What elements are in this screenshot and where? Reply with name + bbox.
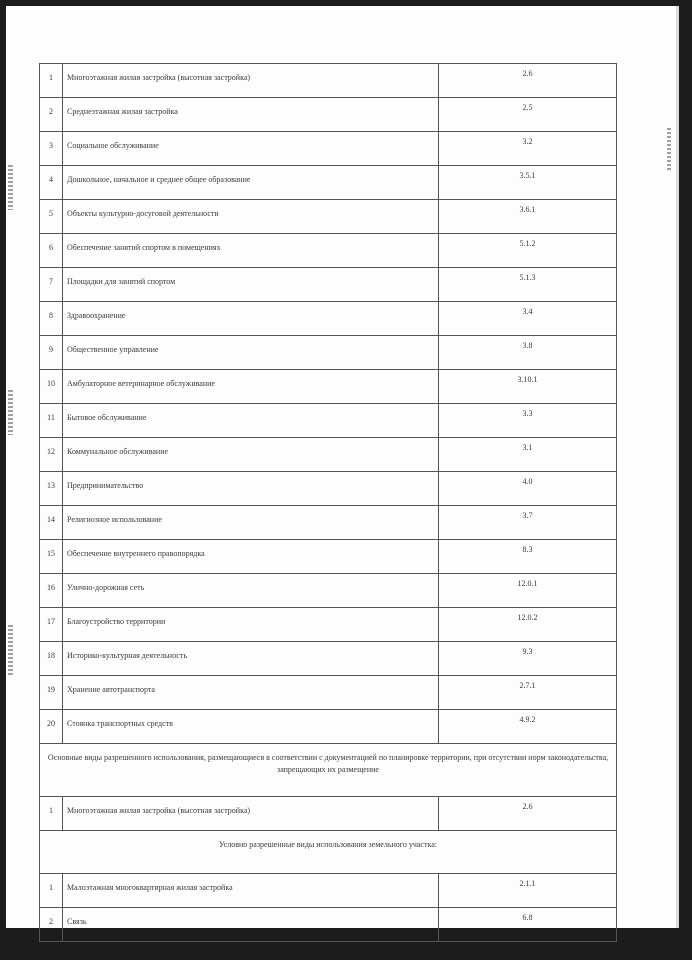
row-label: Малоэтажная многоквартирная жилая застройка	[63, 874, 439, 908]
row-label: Обеспечение занятий спортом в помещениях	[63, 234, 439, 268]
table-row	[40, 404, 617, 438]
table-row	[40, 438, 617, 472]
table-row	[40, 506, 617, 540]
row-label: Амбулаторное ветеринарное обслуживание	[63, 370, 439, 404]
row-label: Многоэтажная жилая застройка (высотная застройка)	[63, 797, 439, 831]
table-row	[40, 574, 617, 608]
row-label: Здравоохранение	[63, 302, 439, 336]
row-code: 3.3	[439, 404, 617, 438]
row-number: 14	[40, 506, 63, 540]
row-number: 3	[40, 132, 63, 166]
row-label: Социальное обслуживание	[63, 132, 439, 166]
row-label: Обеспечение внутреннего правопорядка	[63, 540, 439, 574]
row-number: 9	[40, 336, 63, 370]
table-row	[40, 132, 617, 166]
row-label: Бытовое обслуживание	[63, 404, 439, 438]
row-label: Предпринимательство	[63, 472, 439, 506]
row-code: 9.3	[439, 642, 617, 676]
row-label: Религиозное использование	[63, 506, 439, 540]
row-label: Многоэтажная жилая застройка (высотная застройка)	[63, 64, 439, 98]
table-row	[40, 540, 617, 574]
row-code: 12.0.1	[439, 574, 617, 608]
row-code: 4.9.2	[439, 710, 617, 744]
scan-artifact	[667, 128, 671, 170]
row-label: Дошкольное, начальное и среднее общее образование	[63, 166, 439, 200]
row-number: 18	[40, 642, 63, 676]
table-row	[40, 166, 617, 200]
row-number: 15	[40, 540, 63, 574]
row-number: 20	[40, 710, 63, 744]
row-label: Коммунальное обслуживание	[63, 438, 439, 472]
table-row	[40, 336, 617, 370]
row-code: 8.3	[439, 540, 617, 574]
scan-artifact	[8, 390, 13, 435]
row-number: 1	[40, 874, 63, 908]
row-code: 3.1	[439, 438, 617, 472]
table-row	[40, 676, 617, 710]
section-heading: Основные виды разрешенного использования, размещающиеся в соответствии с документацией по планировке территории, при отсутствии норм законодательства, запрещающих их размещение	[40, 744, 617, 797]
row-label: Хранение автотранспорта	[63, 676, 439, 710]
row-code: 5.1.2	[439, 234, 617, 268]
table-row	[40, 200, 617, 234]
row-number: 16	[40, 574, 63, 608]
table-row	[40, 797, 617, 831]
row-label: Общественное управление	[63, 336, 439, 370]
row-number: 13	[40, 472, 63, 506]
row-code: 5.1.3	[439, 268, 617, 302]
row-code: 3.6.1	[439, 200, 617, 234]
table-row	[40, 98, 617, 132]
land-use-table	[39, 63, 617, 942]
row-code: 12.0.2	[439, 608, 617, 642]
row-number: 2	[40, 908, 63, 942]
row-number: 1	[40, 797, 63, 831]
row-label: Связь	[63, 908, 439, 942]
row-number: 2	[40, 98, 63, 132]
table-row	[40, 234, 617, 268]
row-code: 3.10.1	[439, 370, 617, 404]
row-number: 12	[40, 438, 63, 472]
table-row	[40, 710, 617, 744]
scanned-page	[6, 6, 676, 928]
row-code: 3.4	[439, 302, 617, 336]
table-row	[40, 642, 617, 676]
row-code: 3.8	[439, 336, 617, 370]
table-row	[40, 370, 617, 404]
row-code: 2.7.1	[439, 676, 617, 710]
row-code: 3.5.1	[439, 166, 617, 200]
row-label: Улично-дорожная сеть	[63, 574, 439, 608]
row-number: 6	[40, 234, 63, 268]
table-row	[40, 874, 617, 908]
row-label: Историко-культурная деятельность	[63, 642, 439, 676]
section-header-row	[40, 831, 617, 874]
row-label: Объекты культурно-досуговой деятельности	[63, 200, 439, 234]
page-edge	[676, 6, 679, 928]
row-code: 2.5	[439, 98, 617, 132]
table-row	[40, 64, 617, 98]
row-code: 2.1.1	[439, 874, 617, 908]
row-code: 3.7	[439, 506, 617, 540]
row-label: Благоустройство территории	[63, 608, 439, 642]
scan-artifact	[8, 625, 13, 675]
table-row	[40, 472, 617, 506]
table-row	[40, 908, 617, 942]
row-label: Среднеэтажная жилая застройка	[63, 98, 439, 132]
row-number: 17	[40, 608, 63, 642]
row-code: 6.8	[439, 908, 617, 942]
row-number: 5	[40, 200, 63, 234]
scan-artifact	[8, 165, 13, 210]
row-number: 8	[40, 302, 63, 336]
row-code: 4.0	[439, 472, 617, 506]
row-code: 3.2	[439, 132, 617, 166]
row-number: 1	[40, 64, 63, 98]
table-row	[40, 608, 617, 642]
row-number: 10	[40, 370, 63, 404]
table-row	[40, 302, 617, 336]
row-code: 2.6	[439, 64, 617, 98]
row-number: 19	[40, 676, 63, 710]
row-number: 4	[40, 166, 63, 200]
row-label: Стоянка транспортных средств	[63, 710, 439, 744]
row-number: 11	[40, 404, 63, 438]
table-row	[40, 268, 617, 302]
row-code: 2.6	[439, 797, 617, 831]
row-label: Площадки для занятий спортом	[63, 268, 439, 302]
section-heading: Условно разрешенные виды использования земельного участка:	[40, 831, 617, 874]
section-header-row	[40, 744, 617, 797]
row-number: 7	[40, 268, 63, 302]
